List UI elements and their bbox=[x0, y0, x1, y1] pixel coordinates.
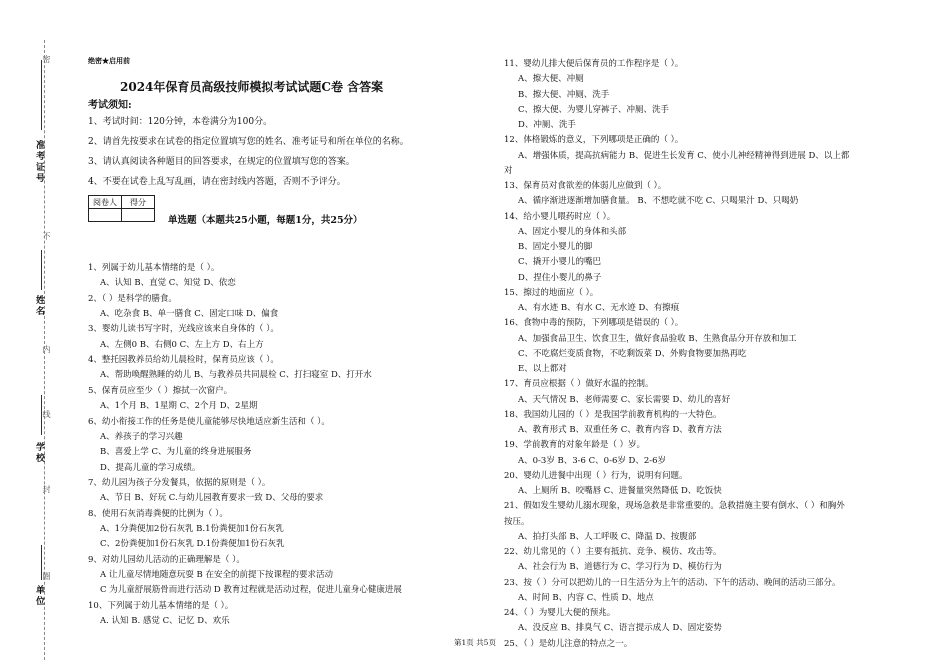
name-blank[interactable] bbox=[41, 250, 42, 290]
question-text: 5、保育员应至少（ ）擦拭一次窗户。 bbox=[88, 385, 233, 396]
grader-cell[interactable] bbox=[89, 209, 122, 222]
question-text: 10、下列属于幼儿基本情绪的是（ ）。 bbox=[88, 600, 234, 611]
exam-number-blank[interactable] bbox=[41, 60, 42, 130]
question-option: E、以上都对 bbox=[518, 364, 567, 374]
question-option: A、上厕所 B、咬嘴唇 C、进餐量突然降低 D、吃饭快 bbox=[518, 486, 722, 496]
score-table bbox=[88, 195, 155, 222]
question-option: A、增强体质，提高抗病能力 B、促进生长发育 C、使小儿神经精神得到进展 D、以上都 bbox=[518, 150, 850, 161]
question-option: A、节日 B、好玩 C.与幼儿园教育要求一致 D、父母的要求 bbox=[100, 493, 324, 504]
question-text: 25、（ ）是幼儿注意的特点之一。 bbox=[504, 638, 633, 649]
question-option: C 为儿童舒展筋骨而进行活动 D 教育过程就是活动过程，促进儿童身心健康进展 bbox=[100, 585, 402, 596]
question-option: A、加强食品卫生、饮食卫生，做好食品验收 B、生熟食品分开存放和加工 bbox=[518, 333, 797, 344]
binding-label-school: 学校 bbox=[34, 442, 44, 464]
question-text: 15、擦过的地面应（ ）。 bbox=[504, 287, 599, 298]
page-footer: 第1页 共5页 bbox=[454, 638, 496, 647]
question-text: 1、列属于幼儿基本情绪的是（ ）。 bbox=[88, 263, 220, 273]
page-title: 2024年保育员高级技师模拟考试试题C卷 含答案 bbox=[120, 80, 384, 94]
question-text: 2、（ ）是科学的膳食。 bbox=[88, 293, 177, 304]
question-option: A、养孩子的学习兴趣 bbox=[100, 431, 183, 442]
question-option: A、有水迹 B、有水 C、无水迹 D、有擦痕 bbox=[518, 303, 680, 313]
question-text: 23、按（ ）分可以把幼儿的一日生活分为上午的活动、下午的活动、晚间的活动三部分。 bbox=[504, 577, 841, 588]
binding-margin bbox=[0, 0, 60, 671]
question-text: 21、假如发生婴幼儿溺水现象，现场急救是非常重要的。急救措施主要有倒水、（ ）和胸外 bbox=[504, 501, 845, 512]
question-text: 22、幼儿常见的（ ）主要有抵抗、竞争、模仿、攻击等。 bbox=[504, 547, 722, 557]
binding-label-unit: 单位 bbox=[34, 585, 44, 607]
question-option: C、不吃腐烂变质食物，不吃剩饭菜 D、外购食物要加热再吃 bbox=[518, 348, 747, 359]
binding-label-exam-number: 准考证号 bbox=[34, 140, 44, 184]
question-option: A、1个月 B、1星期 C、2个月 D、2星期 bbox=[100, 401, 258, 412]
section-title: 单选题（本题共25小题，每题1分，共25分） bbox=[168, 215, 363, 226]
question-text: 7、幼儿园为孩子分发餐具，依据的原则是（ ）。 bbox=[88, 477, 271, 488]
question-option: A. 认知 B. 感觉 C、记忆 D、欢乐 bbox=[100, 616, 230, 627]
notice-heading: 考试须知: bbox=[88, 100, 132, 111]
notice-item: 4、不要在试卷上乱写乱画，请在密封线内答题，否则不予评分。 bbox=[88, 177, 346, 187]
notice-item: 1、考试时间：120分钟，本卷满分为100分。 bbox=[88, 117, 273, 127]
question-option: D、提高儿童的学习成绩。 bbox=[100, 462, 201, 473]
question-option: C、2份粪便加1份石灰乳 D.1份粪便加1份石灰乳 bbox=[100, 539, 285, 550]
question-text: 13、保育员对食欲差的体弱儿应做到（ ）。 bbox=[504, 181, 667, 191]
question-option: A 让儿童尽情地随意玩耍 B 在安全的前提下按课程的要求活动 bbox=[100, 570, 333, 580]
seal-char: 内 bbox=[42, 345, 51, 353]
question-option: A、左侧0 B、右侧0 C、左上方 D、右上方 bbox=[100, 339, 264, 350]
question-text: 20、婴幼儿进餐中出现（ ）行为，说明有问题。 bbox=[504, 470, 688, 481]
score-cell[interactable] bbox=[122, 209, 155, 222]
question-option: A、1分粪便加2份石灰乳 B.1份粪便加1份石灰乳 bbox=[100, 523, 284, 534]
notice-item: 3、请认真阅读各种题目的回答要求，在规定的位置填写您的答案。 bbox=[88, 157, 355, 167]
question-text: 16、食物中毒的预防，下列哪项是错误的（ ）。 bbox=[504, 318, 684, 329]
question-option: A、社会行为 B、道德行为 C、学习行为 D、模仿行为 bbox=[518, 562, 722, 573]
question-text: 18、我国幼儿园的（ ）是我国学前教育机构的一大特色。 bbox=[504, 409, 722, 420]
question-option: D、捏住小婴儿的鼻子 bbox=[518, 272, 602, 283]
question-option: A、帮助唤醒熟睡的幼儿 B、与教养员共同晨检 C、打扫寝室 D、打开水 bbox=[100, 370, 372, 381]
question-option: A、天气情况 B、老师需要 C、家长需要 D、幼儿的喜好 bbox=[518, 394, 731, 405]
question-text: 12、体格锻炼的意义，下列哪项是正确的（ ）。 bbox=[504, 135, 684, 146]
question-option: A、擦大便、冲厕 bbox=[518, 74, 584, 85]
score-table-header-score: 得分 bbox=[122, 196, 155, 209]
seal-char: 密 bbox=[42, 55, 51, 63]
question-option: A、时间 B、内容 C、性质 D、地点 bbox=[518, 592, 654, 603]
seal-char: 不 bbox=[42, 232, 51, 240]
question-option: A、没反应 B、排臭气 C、语言提示成人 D、固定姿势 bbox=[518, 623, 722, 634]
notice-item: 2、请首先按要求在试卷的指定位置填写您的姓名、准考证号和所在单位的名称。 bbox=[88, 137, 409, 147]
question-text: 4、整托园教养员给幼儿晨检时，保育员应该（ ）。 bbox=[88, 355, 279, 366]
question-text: 6、幼小衔接工作的任务是使儿童能够尽快地适应新生活和（ ）。 bbox=[88, 416, 330, 427]
question-option: B、固定小婴儿的脚 bbox=[518, 242, 593, 252]
question-option: A、0-3岁 B、3-6 C、0-6岁 D、2-6岁 bbox=[518, 455, 667, 466]
question-option: A、固定小婴儿的身体和头部 bbox=[518, 226, 627, 237]
question-text: 对 bbox=[504, 165, 513, 176]
question-text: 19、学前教育的对象年龄是（ ）岁。 bbox=[504, 440, 646, 451]
secret-label: 绝密★启用前 bbox=[88, 56, 130, 65]
score-table-header-grader: 阅卷人 bbox=[89, 196, 122, 209]
question-option: D、冲厕、洗手 bbox=[518, 120, 576, 130]
question-text: 按压。 bbox=[504, 516, 530, 527]
seal-char: 封 bbox=[42, 485, 51, 493]
question-text: 24、（ ）为婴儿大便的预兆。 bbox=[504, 608, 616, 618]
question-text: 17、育员应根据（ ）做好水温的控制。 bbox=[504, 379, 654, 390]
seal-char: 圈 bbox=[42, 572, 51, 580]
question-text: 9、对幼儿园幼儿活动的正确理解是（ ）。 bbox=[88, 554, 245, 565]
question-option: B、喜爱上学 C、为儿童的终身进展服务 bbox=[100, 447, 252, 458]
seal-char: 线 bbox=[42, 410, 51, 418]
question-option: A、认知 B、直觉 C、知觉 D、依恋 bbox=[100, 278, 236, 289]
question-option: A、教育形式 B、双重任务 C、教育内容 D、教育方法 bbox=[518, 425, 722, 435]
question-option: A、循序渐进逐渐增加膳食量。 B、不想吃就不吃 C、只喝果汁 D、只喝奶 bbox=[518, 196, 799, 207]
question-text: 14、给小婴儿喂药时应（ ）。 bbox=[504, 211, 616, 222]
question-option: A、拍打头部 B、人工呼吸 C、降温 D、按腹部 bbox=[518, 531, 697, 542]
question-text: 3、婴幼儿读书写字时，光线应该来自身体的（ ）。 bbox=[88, 324, 279, 335]
question-text: 8、使用石灰消毒粪便的比例为（ ）。 bbox=[88, 508, 228, 519]
binding-label-name: 姓名 bbox=[34, 295, 44, 317]
question-text: 11、婴幼儿排大便后保育员的工作程序是（ ）。 bbox=[504, 59, 684, 69]
question-option: B、擦大便、冲厕、洗手 bbox=[518, 89, 610, 100]
question-option: C、擦大便、为婴儿穿裤子、冲厕、洗手 bbox=[518, 104, 670, 115]
question-option: C、撬开小婴儿的嘴巴 bbox=[518, 257, 602, 268]
question-option: A、吃杂食 B、单一膳食 C、固定口味 D、偏食 bbox=[100, 309, 279, 320]
